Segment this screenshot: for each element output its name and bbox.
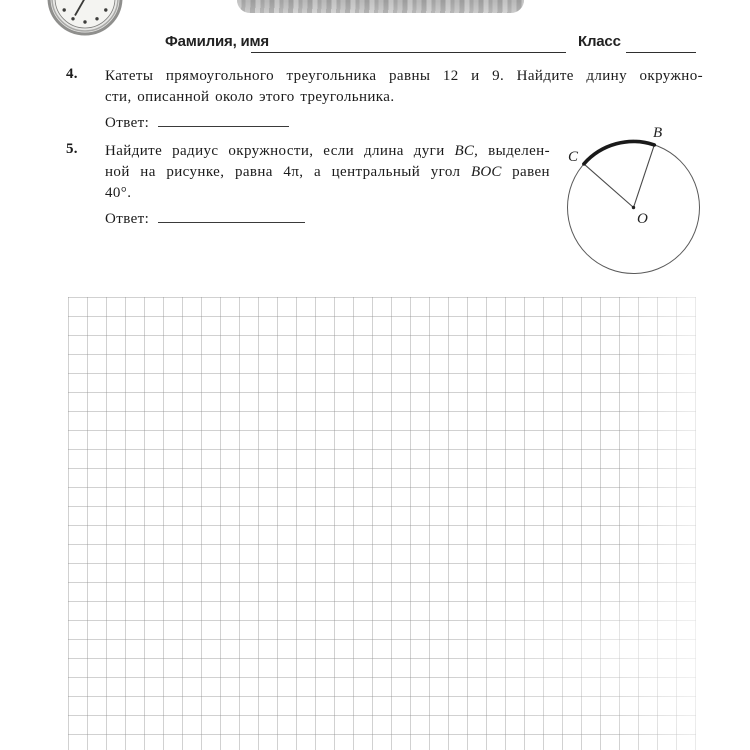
class-label: Класс [578,33,621,50]
question-5 [105,141,550,230]
question-4-text-line2: сти, описанной около этого треугольника. [105,89,395,105]
question-5-answer-blank [158,210,305,223]
q5-line1-text: Найдите радиус окружности, если длина дуги [105,143,455,159]
question-5-text-line2 [105,162,550,183]
question-5-text-line1 [105,141,550,162]
question-4-number: 4. [66,66,78,82]
q5-line2-tail: равен [501,164,550,180]
arc-bc-bold [584,142,654,164]
name-blank-line [251,35,566,53]
question-5-text-line3: 40°. [105,185,132,201]
grid-paper [68,297,696,750]
center-dot [632,206,635,209]
question-5-answer-label: Ответ: [105,211,150,227]
point-label-b: B [653,125,663,141]
class-blank-line [626,35,696,53]
clock-icon [45,0,125,38]
q5-line2-text: ной на рисунке, равна 4π, а центральный угол [105,164,471,180]
question-5-number: 5. [66,141,78,157]
q5-line1-tail: , выделен- [474,143,550,159]
radius-ob [634,145,655,208]
question-4-answer-label: Ответ: [105,115,150,131]
question-4-text-line1: Катеты прямоугольного треугольника равны 12 и 9. Найдите длину окружно- [105,68,703,84]
name-label: Фамилия, имя [165,33,269,50]
circle-diagram [560,119,750,289]
header-banner [237,0,524,13]
point-label-o: O [637,211,648,227]
radius-oc [584,164,634,208]
q5-arc-name: BC [454,143,475,159]
q5-angle-name: BOC [470,164,502,180]
question-5-answer-row [105,209,550,230]
question-4-answer-blank [158,114,289,127]
point-label-c: C [568,149,579,165]
